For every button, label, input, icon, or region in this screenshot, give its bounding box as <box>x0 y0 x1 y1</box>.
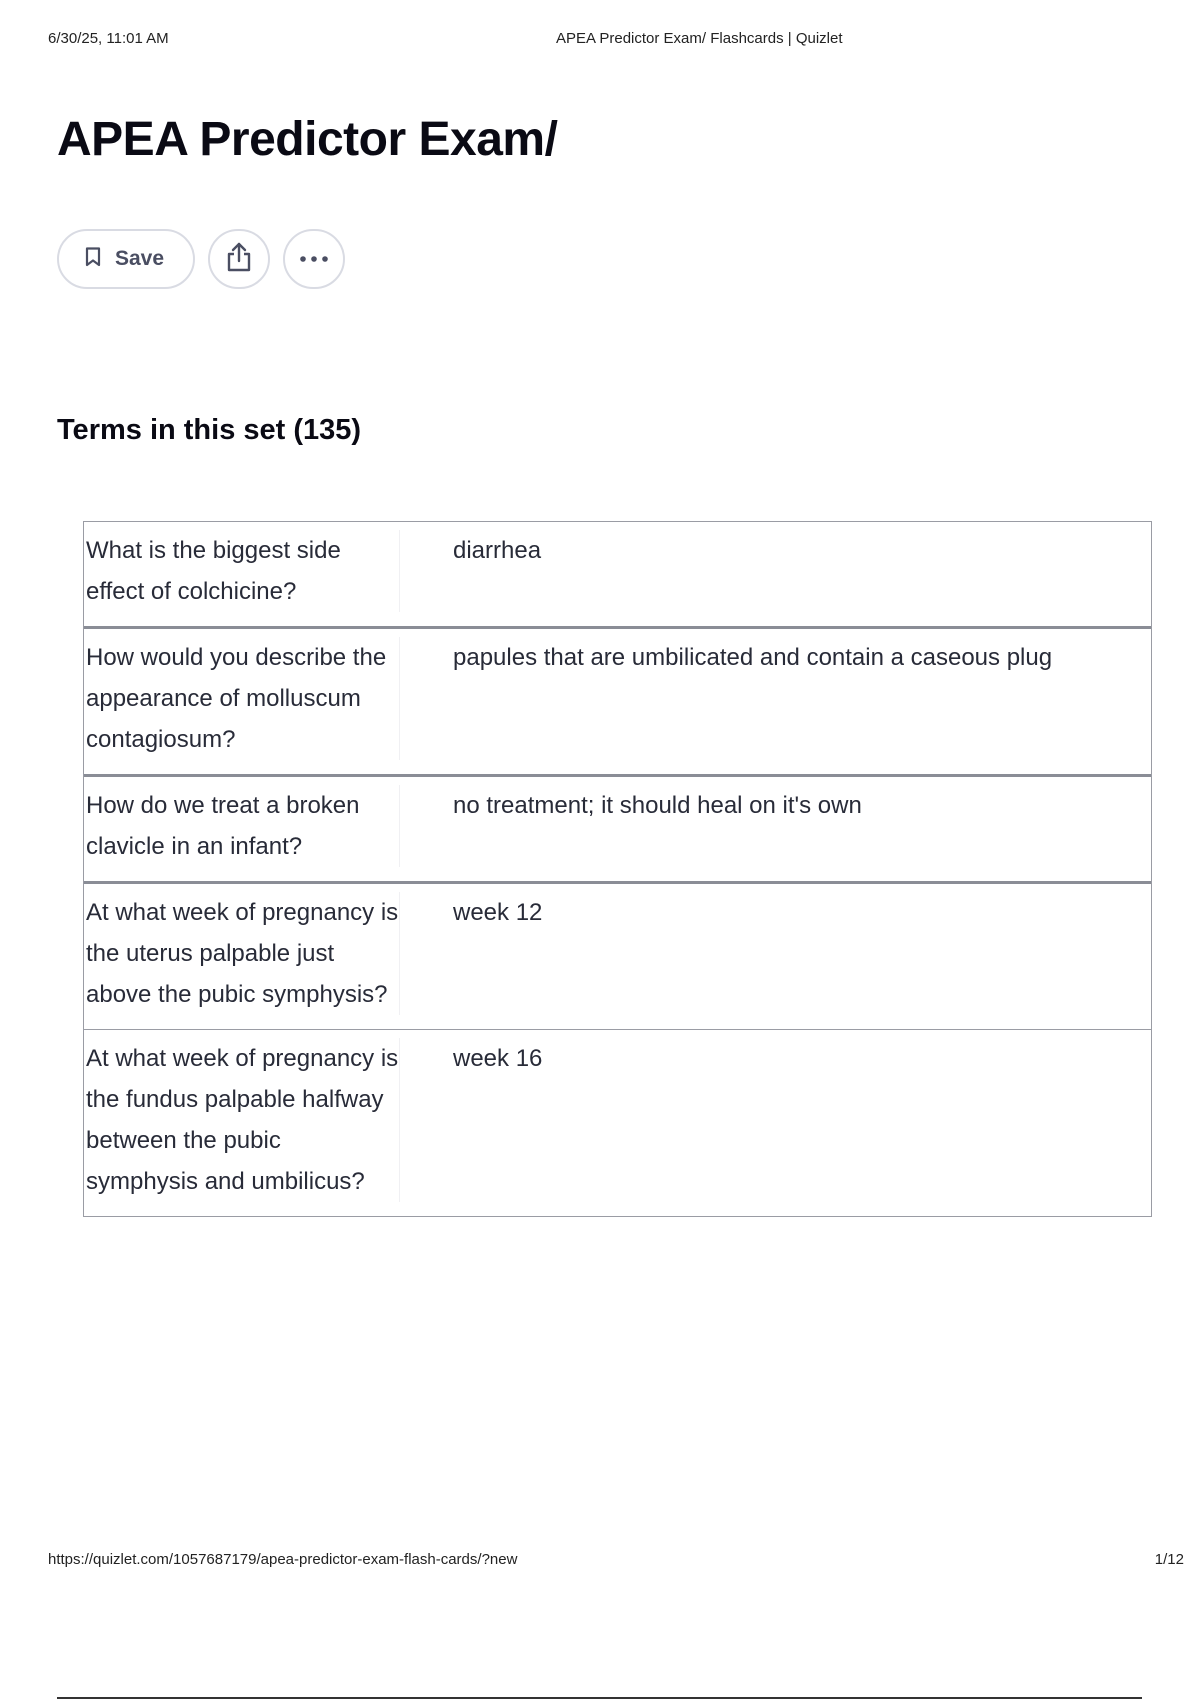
bookmark-icon <box>85 247 101 272</box>
terms-table <box>83 521 1152 1217</box>
more-horizontal-icon <box>299 250 329 268</box>
term-cell: What is the biggest side effect of colchicine? <box>84 530 400 612</box>
table-row <box>84 884 1151 1030</box>
page-title: APEA Predictor Exam/ <box>57 113 558 166</box>
save-button[interactable] <box>57 229 195 289</box>
table-row <box>84 777 1151 884</box>
table-row <box>84 629 1151 777</box>
save-button-label: Save <box>115 247 165 270</box>
definition-cell: week 16 <box>453 1045 543 1072</box>
term-cell: How do we treat a broken clavicle in an infant? <box>84 785 400 867</box>
print-header-title: APEA Predictor Exam/ Flashcards | Quizlet <box>556 30 843 47</box>
definition-cell: diarrhea <box>453 537 542 564</box>
print-footer-page-number: 1/12 <box>1154 1551 1184 1568</box>
term-cell: How would you describe the appearance of molluscum contagiosum? <box>84 637 400 760</box>
definition-cell: week 12 <box>453 899 543 926</box>
set-actions <box>57 229 345 289</box>
term-cell: At what week of pregnancy is the uterus palpable just above the pubic symphysis? <box>84 892 400 1015</box>
share-icon <box>225 241 253 278</box>
more-options-button[interactable] <box>283 229 345 289</box>
definition-cell: no treatment; it should heal on it's own <box>453 792 862 819</box>
definition-cell: papules that are umbilicated and contain a caseous plug <box>453 644 1053 671</box>
print-footer-url: https://quizlet.com/1057687179/apea-predictor-exam-flash-cards/?new <box>48 1551 518 1568</box>
share-button[interactable] <box>208 229 270 289</box>
print-header-date: 6/30/25, 11:01 AM <box>48 30 169 47</box>
table-row <box>84 1030 1151 1216</box>
terms-heading: Terms in this set (135) <box>57 414 362 446</box>
table-row <box>84 522 1151 629</box>
page-bottom-divider <box>57 1697 1142 1699</box>
term-cell: At what week of pregnancy is the fundus palpable halfway between the pubic symphysis and umbilicus? <box>84 1038 400 1202</box>
